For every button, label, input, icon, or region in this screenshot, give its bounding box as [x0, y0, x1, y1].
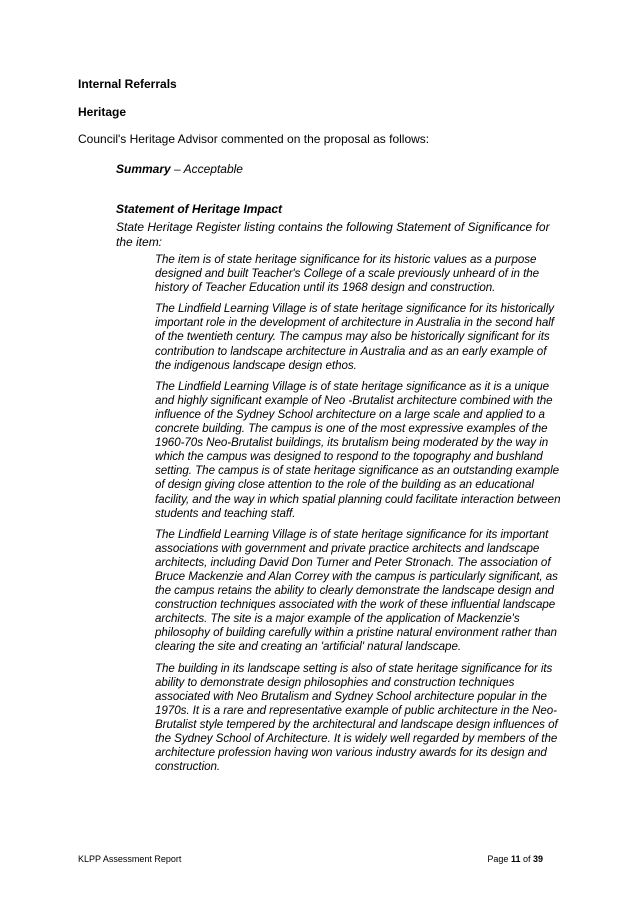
quote-paragraph-5: The building in its landscape setting is also of state heritage significance for its ability to demonstrate design philosophies and construction techniques associated with Neo Brutalism and Sydney School architecture popular in the 1970s. It is a rare and representative example of public architecture in the Neo-Brutalist style tempered by the architectural and landscape design influences of the Sydney School of Architecture. It is widely well regarded by members of the architecture profession having won various industry awards for its design and construction. — [155, 661, 558, 774]
footer-page-current: 11 — [510, 854, 521, 864]
quote-paragraph-2: The Lindfield Learning Village is of state heritage significance for its historically important role in the development of architecture in Australia in the second half of the twentieth century. The campus may also be historically significant for its contribution to landscape architecture in Australia and as an early example of the indigenous landscape design ethos. — [155, 302, 554, 372]
statement-intro: State Heritage Register listing contains the following Statement of Significance for the item: — [116, 220, 550, 249]
footer-report-name: KLPP Assessment Report — [78, 854, 182, 864]
page-footer — [78, 853, 543, 865]
footer-page-total: 39 — [532, 854, 543, 864]
summary-label: Summary — [116, 162, 171, 176]
summary-separator: – — [170, 162, 184, 176]
quote-paragraph-1: The item is of state heritage significance for its historic values as a purpose designed and built Teacher's College of a scale previously unheard of in the history of Teacher Education until its 1968 design and construction. — [155, 253, 540, 295]
statement-heading: Statement of Heritage Impact — [116, 202, 283, 216]
quote-paragraph-3: The Lindfield Learning Village is of state heritage significance as it is a unique and highly significant example of Neo -Brutalist architecture combined with the influence of the Sydney School architecture on a large scale and applied to a concrete building. The campus is one of the most expressive examples of the 1960-70s Neo-Brutalist buildings, its brutalism being moderated by the way in which the campus was designed to respond to the topography and bushland setting. The campus is of state heritage significance as an outstanding example of design giving close attention to the role of the building as an educational facility, and the way in which spatial planning could facilitate interaction between students and teaching staff. — [155, 379, 561, 520]
section-heading-internal-referrals: Internal Referrals — [78, 77, 177, 91]
quote-paragraph-4: The Lindfield Learning Village is of state heritage significance for its important associations with government and private practice architects and landscape architects, including David Don Turner and Peter Stronach. The association of Bruce Mackenzie and Alan Correy with the campus is particularly significant, as the campus retains the ability to clearly demonstrate the landscape design and construction techniques associated with the work of these influential landscape architects. The site is a major example of the application of Mackenzie's philosophy of building carefully within a pristine natural environment rather than clearing the site and creating an 'artificial' natural landscape. — [155, 527, 558, 654]
significance-quote — [155, 253, 563, 781]
footer-page-middle: of — [520, 854, 533, 864]
footer-page-prefix: Page — [487, 854, 511, 864]
summary-line — [116, 161, 243, 177]
summary-value: Acceptable — [183, 162, 243, 176]
footer-page-number — [487, 853, 543, 865]
section-heading-heritage: Heritage — [78, 105, 127, 119]
intro-paragraph: Council's Heritage Advisor commented on the proposal as follows: — [78, 132, 430, 146]
